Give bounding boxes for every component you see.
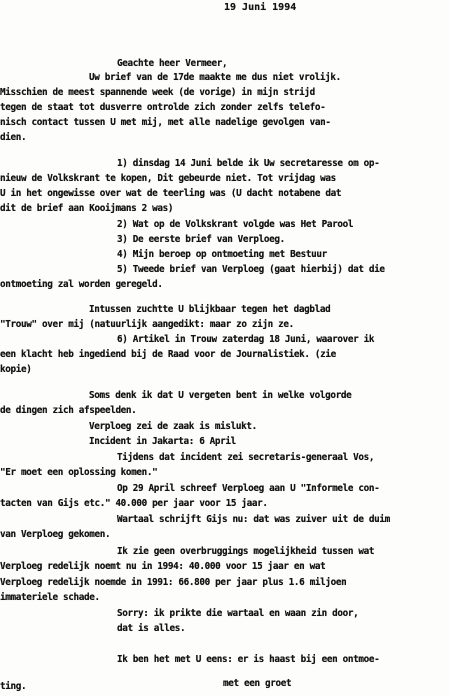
letter-date: 19 Juni 1994 [224,2,297,13]
letter-line: Op 29 April schreef Verploeg aan U "Informele con- [117,483,380,494]
letter-line: Wartaal schrijft Gijs nu: dat was zuiver uit de duim [117,514,390,525]
letter-line: Verploeg zei de zaak is mislukt. [89,421,257,432]
letter-line: Tijdens dat incident zei secretaris-generaal Vos, [117,452,375,463]
letter-line: Misschien de meest spannende week (de vorige) in mijn strijd [0,87,315,98]
letter-line: dat is alles. [117,623,186,634]
letter-line: Incident in Jakarta: 6 April [89,436,236,447]
letter-line: U in het ongewisse over wat de teerling was (U dacht notabene dat [0,188,342,199]
letter-line: 5) Tweede brief van Verploeg (gaat hierbij) dat die [117,264,385,275]
letter-line: van Verploeg gekomen. [0,529,111,540]
letter-line: dien. [0,132,27,143]
letter-line: Verploeg redelijk noemt nu in 1994: 40.000 voor 15 jaar en wat [0,561,326,572]
letter-line: Soms denk ik dat U vergeten bent in welke volgorde [89,390,352,401]
letter-line: dit de brief aan Kooijmans 2 was) [0,203,174,214]
letter-line: 6) Artikel in Trouw zaterdag 18 Juni, waarover ik [117,334,375,345]
letter-line: Intussen zuchtte U blijkbaar tegen het dagblad [89,304,331,315]
letter-line: nisch contact tussen U met mij, met alle nadelige gevolgen van- [0,117,331,128]
letter-line: een klacht heb ingediend bij de Raad voor de Journalistiek. (zie [0,349,336,360]
letter-line: ting. [0,681,27,692]
letter-line: "Trouw" over mij (natuurlijk aangedikt: maar zo zijn ze. [0,319,294,330]
letter-line: Ik zie geen overbruggings mogelijkheid tussen wat [117,546,375,557]
letter-line: kopie) [0,364,32,375]
letter-line: 2) Wat op de Volkskrant volgde was Het Parool [117,219,354,230]
letter-line: nieuw de Volkskrant te kopen, Dit gebeurde niet. Tot vrijdag was [0,173,336,184]
letter-line: 4) Mijn beroep op ontmoeting met Bestuur [117,249,327,260]
letter-line: tacten van Gijs etc." 40.000 per jaar voor 15 jaar. [0,498,268,509]
letter-line: "Er moet een oplossing komen." [0,467,158,478]
letter-line: immateriele schade. [0,592,100,603]
letter-line: Uw brief van de 17de maakte me dus niet vrolijk. [89,72,341,83]
letter-line: Sorry: ik prikte die wartaal en waan zin door, [117,608,359,619]
letter-line: 1) dinsdag 14 Juni belde ik Uw secretaresse om op- [117,158,380,169]
salutation: Geachte heer Vermeer, [117,58,228,69]
closing-line: met een groet [223,678,292,689]
letter-line: de dingen zich afspeelden. [0,405,137,416]
letter-line: 3) De eerste brief van Verploeg. [117,234,285,245]
letter-line: ontmoeting zal worden geregeld. [0,279,163,290]
letter-line: Ik ben het met U eens: er is haast bij een ontmoe- [117,654,380,665]
letter-line: Verploeg redelijk noemde in 1991: 66.800 per jaar plus 1.6 miljoen [0,577,347,588]
letter-line: tegen de staat tot dusverre ontrolde zich zonder zelfs telefo- [0,102,326,113]
